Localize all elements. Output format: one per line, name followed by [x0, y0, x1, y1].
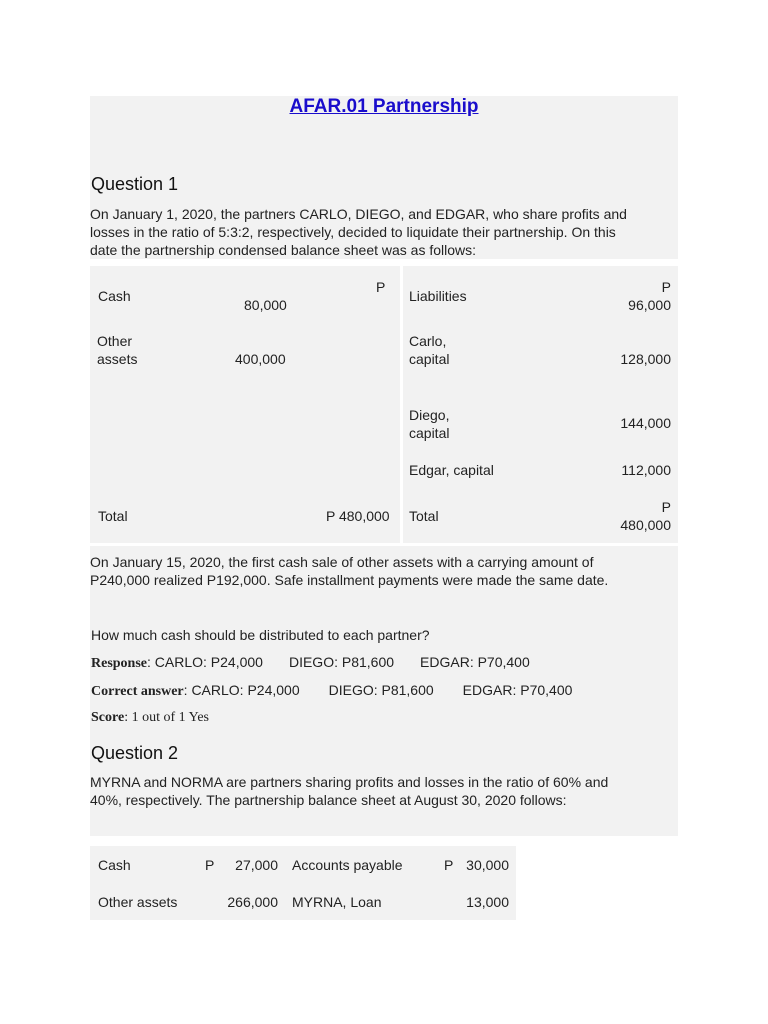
carlo-capital-label [409, 332, 449, 368]
total-right-amount: 480,000 [620, 517, 671, 533]
score-line: Score: 1 out of 1 Yes [91, 710, 209, 725]
q2-accounts-payable-currency: P [444, 857, 454, 873]
total-left-value: P 480,000 [326, 508, 390, 524]
other-assets-label-line: Other [97, 333, 133, 349]
sale-paragraph [90, 553, 677, 589]
question-text: How much cash should be distributed to each partner? [91, 627, 430, 643]
diego-capital-label [409, 406, 449, 442]
intro-line: MYRNA and NORMA are partners sharing profits and losses in the ratio of 60% and [90, 774, 609, 790]
q2-myrna-loan-label: MYRNA, Loan [292, 894, 382, 910]
carlo-label-line: Carlo, [409, 333, 447, 349]
edgar-capital-value: 112,000 [621, 462, 671, 478]
response-carlo: CARLO: P24,000 [154, 654, 263, 670]
liabilities-value [560, 278, 671, 314]
response-line: Response: CARLO: P24,000 DIEGO: P81,600 EDGAR: P70,400 [91, 654, 530, 671]
score-value: 1 out of 1 Yes [131, 710, 209, 725]
question-2-heading: Question 2 [91, 743, 179, 763]
response-label: Response [91, 656, 148, 671]
q2-cash-label: Cash [98, 857, 131, 873]
cash-currency: P [376, 279, 386, 295]
intro-line: On January 1, 2020, the partners CARLO, DIEGO, and EDGAR, who share profits and [90, 206, 627, 222]
total-right-value [560, 498, 671, 534]
carlo-capital-value: 128,000 [620, 351, 671, 367]
diego-label-line: capital [409, 425, 450, 441]
cash-value: 80,000 [244, 297, 287, 313]
intro-line: date the partnership condensed balance sheet was as follows: [90, 242, 477, 258]
cash-label: Cash [98, 288, 131, 304]
q2-myrna-loan-value: 13,000 [466, 894, 509, 910]
correct-edgar: EDGAR: P70,400 [462, 682, 573, 698]
other-assets-value: 400,000 [235, 351, 286, 367]
response-diego: DIEGO: P81,600 [288, 654, 395, 670]
q2-cash-value: 27,000 [235, 857, 278, 873]
q2-other-assets-value: 266,000 [227, 894, 278, 910]
correct-carlo: CARLO: P24,000 [191, 682, 300, 698]
q2-cash-currency: P [205, 857, 215, 873]
q2-accounts-payable-label: Accounts payable [292, 857, 403, 873]
liabilities-amount: 96,000 [628, 297, 671, 313]
diego-label-line: Diego, [409, 407, 450, 423]
liabilities-label: Liabilities [409, 288, 467, 304]
intro-line: losses in the ratio of 5:3:2, respectively, decided to liquidate their partnership. On this [90, 224, 616, 240]
carlo-label-line: capital [409, 351, 450, 367]
intro-line: 40%, respectively. The partnership balance sheet at August 30, 2020 follows: [90, 792, 567, 808]
diego-capital-value: 144,000 [620, 415, 671, 431]
score-label: Score [91, 710, 125, 725]
question-1-heading: Question 1 [91, 174, 179, 194]
total-left-label: Total [98, 508, 128, 524]
page-title[interactable]: AFAR.01 Partnership [289, 96, 479, 117]
q2-other-assets-label: Other assets [98, 894, 178, 910]
liabilities-currency: P [661, 279, 671, 295]
sale-line: On January 15, 2020, the first cash sale of other assets with a carrying amount of [90, 554, 594, 570]
other-assets-label [97, 332, 137, 368]
other-assets-label-line: assets [97, 351, 138, 367]
total-right-label: Total [409, 508, 439, 524]
sale-line: P240,000 realized P192,000. Safe installment payments were made the same date. [90, 572, 609, 588]
total-right-currency: P [661, 499, 671, 515]
correct-diego: DIEGO: P81,600 [328, 682, 434, 698]
response-edgar: EDGAR: P70,400 [420, 654, 530, 670]
correct-answer-label: Correct answer [91, 684, 184, 699]
edgar-capital-label: Edgar, capital [409, 462, 494, 478]
correct-answer-line: Correct answer: CARLO: P24,000 DIEGO: P81,600 EDGAR: P70,400 [91, 682, 573, 699]
q2-accounts-payable-value: 30,000 [466, 857, 509, 873]
question-1-intro [90, 205, 677, 259]
question-2-intro [90, 773, 677, 809]
